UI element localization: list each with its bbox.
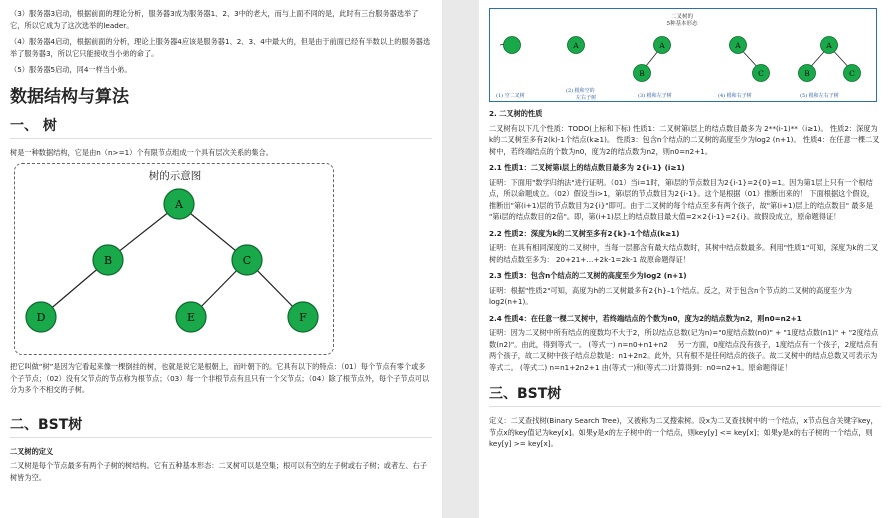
- form4-label-c: C: [758, 69, 764, 78]
- form2-caption-2: 左右子树: [576, 95, 597, 101]
- property-4-proof: 证明：因为二叉树中所有结点的度数均不大于2，所以结点总数(记为n)="0度结点数(n0)" + "1度结点数(n1)" + "2度结点数(n2)"。由此，得到等式一。 (等式一) n=n0+n1+n2 另一方面，0度结点没有孩子，1度结点有一个孩子，2度结点有两个孩子，故二叉树中孩子结点总数是：n1+2n2。此外，只有根不是任何结点的孩子。故二叉树中的结点总数又可表示为等式二。 (等式二) n=n1+2n2+1 由(等式一)和(等式二)计算得到：n0=n2+1。原命题得证！: [489, 328, 879, 372]
- form2-label-a: A: [573, 41, 579, 50]
- paragraph-server4: （4）服务器4启动，根据前面的分析，理论上服务器4应该是服务器1、2、3、4中最大的，但是由于前面已经有半数以上的服务器选举了服务器3，所以它只能接收当小弟的命了。: [10, 37, 431, 58]
- node-c-label: C: [242, 254, 252, 267]
- form4-caption: (4) 根和右子树: [718, 93, 752, 99]
- form5-label-c: C: [849, 69, 855, 78]
- bst-definition: 定义：二叉查找树(Binary Search Tree)，又被称为二叉搜索树。设x为二叉查找树中的一个结点，x节点包含关键字key，节点x的key值记为key[x]。如果y是x的左子树中的一个结点，则key[y] <= key[x]；如果y是x的右子树的一个结点，则key[y] >= key[x]。: [489, 416, 878, 448]
- form3-label-a: A: [659, 41, 665, 50]
- form1-caption: (1) 空二叉树: [496, 93, 525, 99]
- tree-intro: 树是一种数据结构，它是由n（n>=1）个有限节点组成一个具有层次关系的集合。: [10, 147, 273, 157]
- right-page: [479, 0, 891, 518]
- paragraph-server5: （5）服务器5启动，同4一样当小弟。: [10, 65, 132, 74]
- property-2-proof: 证明：在具有相同深度的二叉树中，当每一层都含有最大结点数时，其树中结点数最多。利用"性质1"可知，深度为k的二叉树的结点数至多为： 20+21+…+2k-1=2k-1 故原命题得证！: [489, 243, 879, 264]
- forms-title-1: 二叉树的: [670, 14, 694, 20]
- form5-label-b: B: [804, 69, 810, 78]
- subheading-property-3: 2.3 性质3：包含n个结点的二叉树的高度至少为log2 (n+1): [489, 271, 687, 280]
- empty-tree-node: [504, 37, 521, 54]
- divider: [10, 138, 432, 139]
- form5-label-a: A: [826, 41, 832, 50]
- form4-label-a: A: [735, 41, 741, 50]
- divider: [10, 437, 432, 438]
- form2-caption-1: (2) 根和空的: [566, 88, 595, 94]
- binary-tree-description: 二叉树是每个节点最多有两个子树的树结构。它有五种基本形态：二叉树可以是空集；根可以有空的左子树或右子树；或者左、右子树皆为空。: [10, 461, 427, 482]
- tree-diagram: [14, 163, 334, 355]
- tree-title: 树的示意图: [148, 170, 202, 182]
- form3-label-b: B: [639, 69, 645, 78]
- subheading-property-2: 2.2 性质2：深度为k的二叉树至多有2{k}-1个结点(k≥1): [489, 228, 680, 238]
- heading-data-structures: 数据结构与算法: [10, 86, 129, 107]
- binary-tree-forms-diagram: [489, 8, 877, 102]
- subheading-binary-tree-def: 二叉树的定义: [10, 446, 54, 456]
- form3-caption: (3) 根和左子树: [638, 93, 672, 99]
- subheading-property-4: 2.4 性质4：在任意一棵二叉树中，若终端结点的个数为n0，度为2的结点数为n2，则n0=n2+1: [489, 313, 802, 323]
- property-1-proof: 证明：下面用"数学归纳法"进行证明。（01）当i=1时，第i层的节点数目为2{i-1}=2{0}=1。因为第1层上只有一个根结点，所以命题成立。（02）假设当i>1，第i层的节点数目为2{i-1}。这个是根据（01）推断出来的！ 下面根据这个假设，推断出"第(i+1)层的节点数目为2{i}"即可。由于二叉树的每个结点至多有两个孩子，故"第(i+1)层上的结点数目" 最多是 "第i层的结点数目的2倍"。即，第(i+1)层上的结点数目最大值=2×2{i-1}=2{i}。故假设成立，原命题得证！: [489, 177, 875, 221]
- form5-caption: (5) 根和左右子树: [800, 93, 839, 99]
- property-3-proof: 证明：根据"性质2"可知，高度为h的二叉树最多有2{h}–1个结点。反之，对于包含n个节点的二叉树的高度至少为log2(n+1)。: [489, 285, 852, 306]
- subheading-properties: 2. 二叉树的性质: [489, 109, 543, 118]
- divider: [489, 406, 881, 407]
- node-f-label: F: [299, 311, 307, 324]
- forms-title-2: 5种基本形态: [666, 21, 698, 27]
- forms-svg: [490, 9, 876, 101]
- heading-bst-tree: 三、BST树: [489, 386, 562, 402]
- node-d-label: D: [36, 311, 46, 324]
- subheading-property-1: 2.1 性质1：二叉树第i层上的结点数目最多为 2{i-1} (i≥1): [489, 163, 685, 172]
- heading-bst: 二、BST树: [10, 416, 83, 433]
- node-b-label: B: [103, 254, 113, 267]
- heading-tree: 一、 树: [10, 117, 57, 134]
- node-e-label: E: [186, 311, 196, 324]
- tree-description: 把它叫做“树”是因为它看起来像一棵倒挂的树，也就是说它是根朝上，而叶朝下的。它具有以下的特点：（01）每个节点有零个或多个子节点；（02）没有父节点的节点称为根节点；（03）每一个非根节点有且只有一个父节点；（04）除了根节点外，每个子节点可以分为多个不相交的子树。: [10, 362, 430, 394]
- node-a-label: A: [175, 198, 183, 211]
- paragraph-server3: （3）服务器3启动，根据前面的理论分析，服务器3成为服务器1、2、3中的老大，而与上面不同的是，此时有三台服务器选举了它，所以它成为了这次选举的leader。: [10, 9, 419, 30]
- tree-svg: [15, 164, 333, 354]
- left-page: [0, 0, 442, 518]
- properties-description: 二叉树有以下几个性质：TODO(上标和下标) 性质1：二叉树第i层上的结点数目最多为 2**(i-1)**（i≥1)。 性质2：深度为k的二叉树至多有2(k)-1个结点(k≥1)。 性质3：包含n个结点的二叉树的高度至少为log2 (n+1)。 性质4：在任意一棵二叉树中，若终端结点的个数为n0，度为2的结点数为n2，则n0=n2+1。: [489, 123, 880, 156]
